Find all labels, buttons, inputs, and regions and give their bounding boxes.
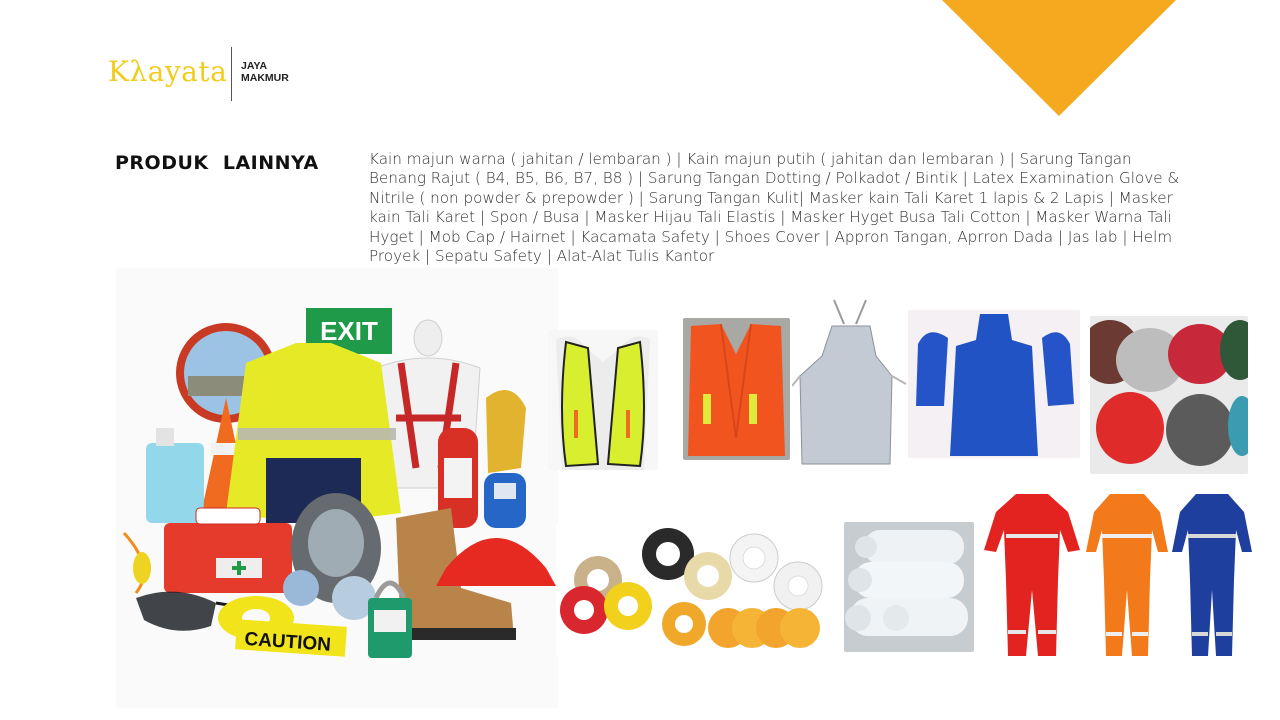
corner-triangle-decoration bbox=[942, 0, 1176, 116]
brand-logo: Kλayata bbox=[108, 55, 228, 88]
caution-tape-text: CAUTION bbox=[243, 628, 332, 656]
stretch-film-rolls-photo bbox=[844, 522, 974, 652]
orange-coverall-photo bbox=[1084, 490, 1170, 660]
section-title: PRODUK LAINNYA bbox=[115, 152, 319, 174]
blue-apron-with-sleeves-photo bbox=[908, 310, 1080, 458]
adhesive-tapes-photo bbox=[556, 524, 834, 656]
orange-safety-vest-photo bbox=[683, 318, 790, 460]
exit-sign-text: EXIT bbox=[320, 316, 378, 346]
grey-leather-apron-photo bbox=[792, 296, 908, 466]
logo-subtitle-line-1: JAYA bbox=[241, 60, 268, 72]
navy-coverall-photo bbox=[1170, 490, 1254, 660]
logo-divider bbox=[231, 47, 232, 101]
logo-subtitle-line-2: MAKMUR bbox=[241, 72, 289, 84]
safety-equipment-collage-photo bbox=[116, 268, 558, 708]
red-coverall-photo bbox=[980, 490, 1084, 660]
product-list-text: Kain majun warna ( jahitan / lembaran ) | Kain majun putih ( jahitan dan lembaran ) | Sarung Tangan Benang Rajut ( B4, B5, B6, B7, B8 ) | Sarung Tangan Dotting / Polkadot / Bintik | Latex Examination Glove & Nitrile ( non powder & prepowder ) | Sarung Tangan Kulit| Masker kain Tali Karet 1 lapis & 2 Lapis | Masker kain Tali Karet | Spon / Busa | Masker Hijau Tali Elastis | Masker Hyget Busa Tali Cotton | Masker Warna Tali Hyget | Mob Cap / Hairnet | Kacamata Safety | Shoes Cover | Appron Tangan, Aprron Dada | Jas lab | Helm Proyek | Sepatu Safety | Alat-Alat Tulis Kantor bbox=[369, 150, 1180, 266]
fabric-masks-photo bbox=[1090, 316, 1248, 474]
yellow-safety-vest-photo bbox=[548, 330, 658, 470]
logo-subtitle bbox=[241, 60, 289, 84]
